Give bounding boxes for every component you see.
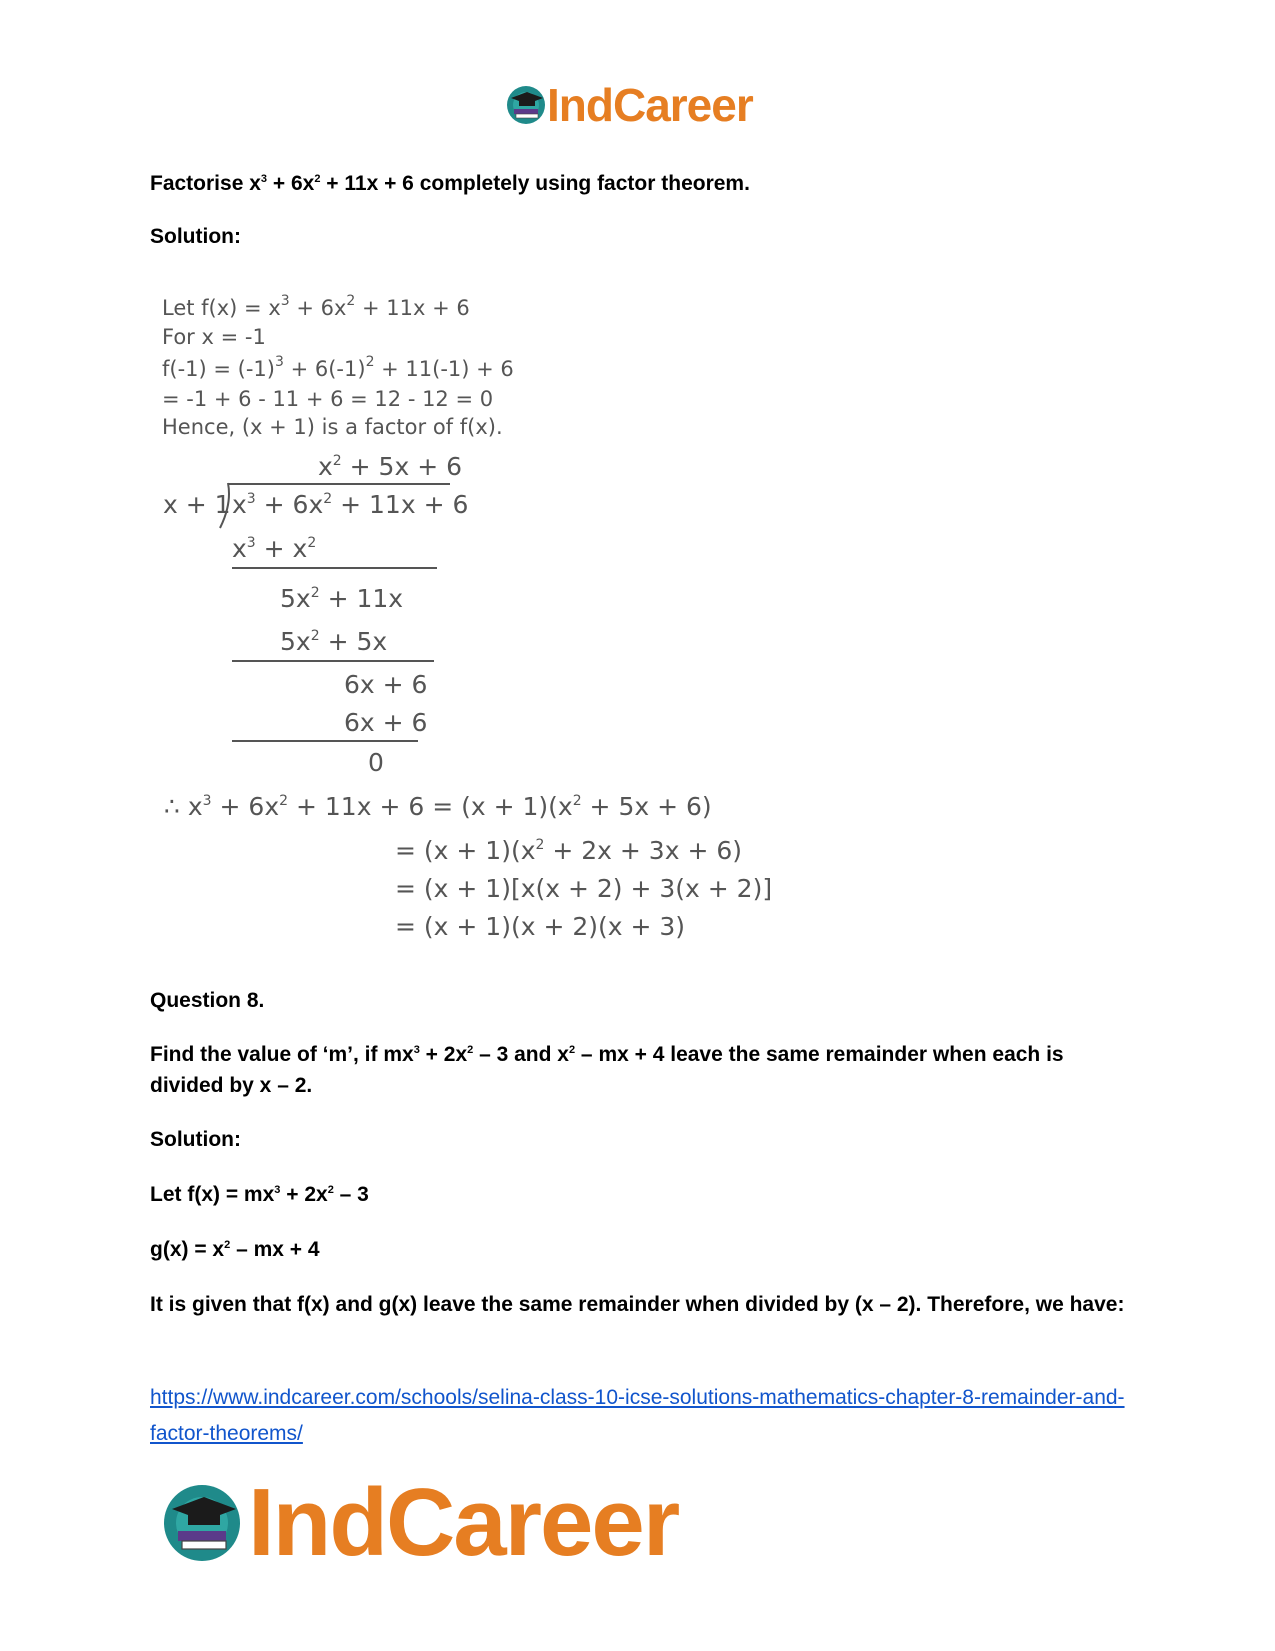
source-link[interactable]: https://www.indcareer.com/schools/selina-class-10-icse-solutions-mathematics-chapter-8-remainder-and-factor-theorems/ bbox=[150, 1386, 1125, 1445]
g-definition: $g(x) = x^2$ – mx + 4 bbox=[150, 1238, 320, 1261]
division-remainder-final: 0 bbox=[368, 748, 384, 777]
f-definition: Let $f(x) = mx^3 + 2x^2 - 3$ bbox=[150, 1183, 369, 1206]
solution-label: Solution: bbox=[150, 225, 241, 248]
conclusion-line-2: = $(x + 1)(x^2 + 2x + 3x + 6)$ bbox=[395, 836, 743, 865]
division-subtract-1: $x^3 + x^2$ bbox=[232, 534, 317, 563]
division-subtract-2: $5x^2 + 5x$ bbox=[280, 627, 388, 656]
work-line-3: $f(-1) = (-1)^3 + 6(-1)^2 + 11(-1) + 6$ bbox=[162, 354, 514, 381]
graduation-cap-book-icon bbox=[160, 1481, 244, 1565]
brand-name: IndCareer bbox=[547, 79, 753, 131]
division-remainder-2: 6x + 6 bbox=[344, 670, 428, 699]
work-line-2: For x = -1 bbox=[162, 325, 266, 349]
work-line-4: = -1 + 6 - 11 + 6 = 12 - 12 = 0 bbox=[162, 387, 494, 411]
division-bracket bbox=[218, 482, 232, 530]
given-statement: It is given that f(x) and g(x) leave the same remainder when divided by (x – 2). Therefore, we have: bbox=[150, 1293, 1125, 1316]
conclusion-line-1: ∴ $x^3 + 6x^2 + 11x + 6 = (x + 1)(x^2 + 5x + 6)$ bbox=[164, 792, 712, 821]
division-bar bbox=[228, 483, 450, 485]
header-logo bbox=[505, 78, 753, 132]
graduation-cap-book-icon bbox=[505, 84, 547, 126]
division-quotient: $x^2 + 5x + 6$ bbox=[318, 452, 463, 481]
brand-name-large: IndCareer bbox=[248, 1469, 679, 1576]
solution-label-8: Solution: bbox=[150, 1128, 241, 1151]
division-line-3 bbox=[232, 740, 418, 742]
division-dividend: $x^3 + 6x^2 + 11x + 6$ bbox=[232, 490, 469, 519]
division-subtract-3: 6x + 6 bbox=[344, 708, 428, 737]
division-divisor: x + 1 bbox=[163, 490, 231, 519]
division-line-1 bbox=[232, 567, 437, 569]
division-remainder-1: $5x^2 + 11x$ bbox=[280, 584, 404, 613]
work-line-5: Hence, (x + 1) is a factor of f(x). bbox=[162, 415, 503, 439]
conclusion-line-4: = (x + 1)(x + 2)(x + 3) bbox=[395, 912, 686, 941]
division-line-2 bbox=[232, 660, 434, 662]
work-line-1: Let $f(x) = x^3 + 6x^2 + 11x + 6$ bbox=[162, 293, 470, 320]
question-prompt-8: Find the value of ‘m’, if $mx^3 + 2x^2 - 3$ and $x^2$ – mx + 4 leave the same remainder when each is divided by x – 2. bbox=[150, 1043, 1064, 1097]
question-heading: Question 8. bbox=[150, 989, 265, 1012]
footer-logo bbox=[160, 1468, 678, 1578]
conclusion-line-3: = (x + 1)[x(x + 2) + 3(x + 2)] bbox=[395, 874, 773, 903]
question-prompt: Factorise $x^3 + 6x^2 + 11x + 6$ completely using factor theorem. bbox=[150, 172, 750, 195]
